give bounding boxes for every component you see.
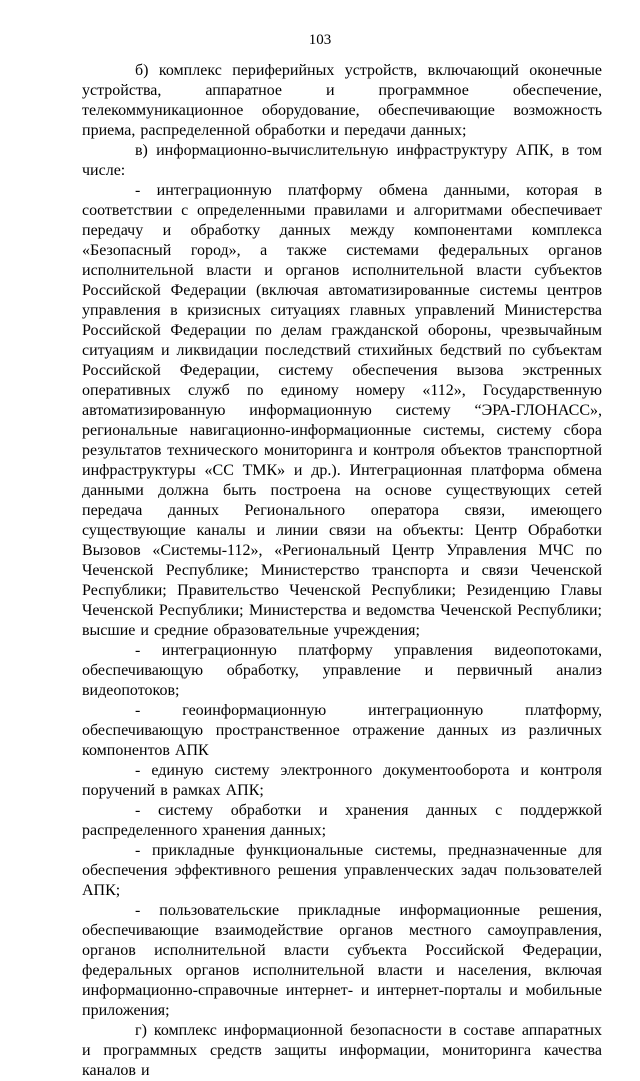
list-item-integration-platform: - интеграционную платформу обмена данными, которая в соответствии с определенными правилами и алгоритмами обеспечивает передачу и обработку данных между компонентами комплекса «Безопасный город», а также системами федеральных органов исполнительной власти и органов исполнительной власти субъектов Российской Федерации (включая автоматизированные системы центров управления в кризисных ситуациях главных управлений Министерства Российской Федерации по делам гражданской обороны, чрезвычайным ситуациям и ликвидации последствий стихийных бедствий по субъектам Российской Федерации, систему обеспечения вызова экстренных оперативных служб по единому номеру «112», Государственную автоматизированную информационную систему “ЭРА-ГЛОНАСС», региональные навигационно-информационные системы, систему сбора результатов технического мониторинга и контроля объектов транспортной инфраструктуры «СС ТМК» и др.). Интеграционная платформа обмена данными должна быть построена на основе существующих сетей передача данных Регионального оператора связи, имеющего существующие каналы и линии связи на объекты: Центр Обработки Вызовов «Системы-112», «Региональный Центр Управления МЧС по Чеченской Республике; Министерство транспорта и связи Чеченской Республики; Правительство Чеченской Республики; Резиденцию Главы Чеченской Республики; Министерства и ведомства Чеченской Республики; высшие и средние образовательные учреждения;: [82, 182, 602, 639]
document-body: [82, 61, 602, 1081]
list-item-video-platform: - интеграционную платформу управления видеопотоками, обеспечивающую обработку, управление и первичный анализ видеопотоков;: [82, 642, 602, 699]
page-number: 103: [308, 32, 332, 48]
list-item-geo-platform: - геоинформационную интеграционную платформу, обеспечивающую пространственное отражение данных из различных компонентов АПК: [82, 702, 602, 759]
paragraph-g-security-complex: г) комплекс информационной безопасности в составе аппаратных и программных средств защиты информации, мониторинга качества каналов и: [82, 1022, 602, 1079]
list-item-user-solutions: - пользовательские прикладные информационные решения, обеспечивающие взаимодействие органов местного самоуправления, органов исполнительной власти субъекта Российской Федерации, федеральных органов исполнительной власти и населения, включая информационно-справочные интернет- и интернет-порталы и мобильные приложения;: [82, 902, 602, 1019]
paragraph-v-it-infrastructure: в) информационно-вычислительную инфраструктуру АПК, в том числе:: [82, 142, 602, 179]
list-item-data-storage: - систему обработки и хранения данных с поддержкой распределенного хранения данных;: [82, 802, 602, 839]
list-item-applied-systems: - прикладные функциональные системы, предназначенные для обеспечения эффективного решения управленческих задач пользователей АПК;: [82, 842, 602, 899]
paragraph-b-peripheral-devices: б) комплекс периферийных устройств, включающий оконечные устройства, аппаратное и программное обеспечение, телекоммуникационное оборудование, обеспечивающие возможность приема, распределенной обработки и передачи данных;: [82, 62, 602, 139]
list-item-document-flow: - единую систему электронного документооборота и контроля поручений в рамках АПК;: [82, 762, 602, 799]
